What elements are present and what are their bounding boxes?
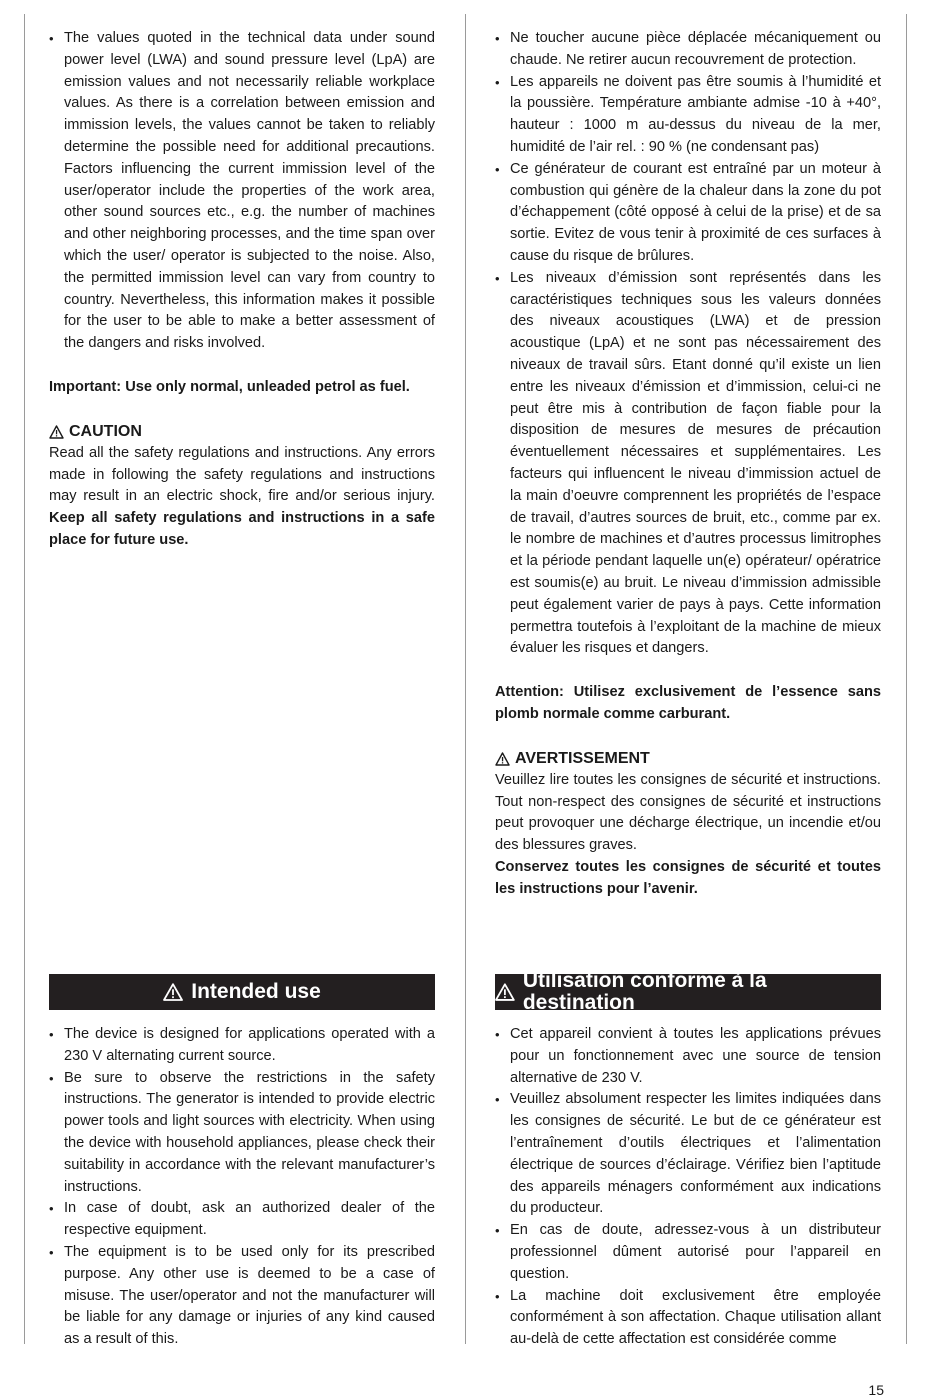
- left-margin-rule: [24, 14, 25, 1344]
- utilisation-list: [495, 1024, 881, 1351]
- list-item: • Be sure to observe the restrictions in the safety instructions. The generator is intended to provide electric power tools and light sources with electricity. When using the device with household appliances, please check their suitability in accordance with the relevant manufacturer’s instructions.: [49, 1068, 435, 1199]
- french-intended-use: [495, 969, 881, 1351]
- right-margin-rule: [906, 14, 907, 1344]
- list-item: • La machine doit exclusivement être employée conformément à son affectation. Chaque utilisation allant au-delà de cette affectation est considérée comme: [495, 1286, 881, 1351]
- center-column-rule: [465, 14, 466, 1344]
- section-title: Utilisation conforme à la destination: [522, 969, 767, 1014]
- list-item: • En cas de doute, adressez-vous à un distributeur professionnel dûment autorisé pour l’appareil en question.: [495, 1220, 881, 1285]
- list-item: • In case of doubt, ask an authorized dealer of the respective equipment.: [49, 1198, 435, 1242]
- english-column: [49, 28, 435, 552]
- caution-bold-text: Conservez toutes les consignes de sécurité et toutes les instructions pour l’avenir.: [495, 858, 881, 897]
- list-item: • Veuillez absolument respecter les limites indiquées dans les consignes de sécurité. Le but de ce générateur est l’entraînement d’outils électriques et l’alimentation électrique de sources d’éclairage. Vérifiez bien l’aptitude des appareils ménagers conformément aux indications du producteur.: [495, 1089, 881, 1220]
- list-item: • Les appareils ne doivent pas être soumis à l’humidité et la poussière. Température ambiante admise -10 à +40°, hauteur : 1000 m au-dessus du niveau de la mer, humidité de l’air rel. : 90 % (ne condensant pas): [495, 72, 881, 159]
- caution-bold-text: Keep all safety regulations and instructions in a safe place for future use.: [49, 510, 435, 548]
- section-header-intended-use: [49, 974, 435, 1010]
- avertissement-heading: [495, 748, 881, 770]
- caution-paragraph: [49, 443, 435, 552]
- caution-text: Veuillez lire toutes les consignes de sécurité et instructions. Tout non-respect des consignes de sécurité et instructions peut provoquer une décharge électrique, un incendie et/ou des blessures graves.: [495, 771, 881, 854]
- emission-bullet-list: [49, 28, 435, 355]
- warning-triangle-icon: [495, 983, 515, 1001]
- caution-text: Read all the safety regulations and instructions. Any errors made in following the safety regulations and instructions may result in an electric shock, fire and/or serious injury.: [49, 444, 435, 505]
- list-item: • The values quoted in the technical data under sound power level (LWA) and sound pressure level (LpA) are emission values and not necessarily reliable workplace values. As there is a correlation between emission and immission levels, the values cannot be taken to reliably determine the possible need for additional precautions. Factors influencing the current immission level of the user/operator include the properties of the work area, other sound sources etc., e.g. the number of machines and other neighboring processes, and the time span over which the user/ operator is subjected to the noise. Also, the permitted immission level can vary from country to country. Nevertheless, this information makes it possible for the user to be able to make a better assessment of the dangers and risks involved.: [49, 28, 435, 355]
- list-item: • The device is designed for applications operated with a 230 V alternating current source.: [49, 1024, 435, 1068]
- list-item: • Les niveaux d’émission sont représentés dans les caractéristiques techniques sous les valeurs données des niveaux acoustiques (LWA) et de pression acoustique (LpA) et ne sont pas nécessairement des niveaux de travail sûrs. Etant donné qu’il existe un lien entre les niveaux d’émission et d’immission, celui-ci ne peut être mis à contribution de façon fiable pour la disposition de mesures de mesures de précaution éventuellement nécessaires et supplémentaires. Les facteurs qui influencent le niveau d’immission actuel de la main d’oeuvre comprennent les propriétés de l’espace de travail, d’autres sources de bruit, etc., comme par ex. le nombre de machines et d’autres processus limitrophes et la période pendant laquelle un(e) opérateur/ opératrice est soumis(e) au bruit. Le niveau d’immission admissible peut également varier de pays à pays. Cette information permettra toutefois à l’exploitant de la machine de mieux évaluer les risques et dangers.: [495, 268, 881, 660]
- section-title: Intended use: [191, 980, 321, 1004]
- french-column: [495, 28, 881, 900]
- caution-title: AVERTISSEMENT: [515, 749, 650, 767]
- warning-triangle-icon: [163, 983, 183, 1001]
- list-item: • Ne toucher aucune pièce déplacée mécaniquement ou chaude. Ne retirer aucun recouvrement de protection.: [495, 28, 881, 72]
- warning-triangle-icon: [49, 425, 64, 439]
- list-item: • Cet appareil convient à toutes les applications prévues pour un fonctionnement avec une source de tension alternative de 230 V.: [495, 1024, 881, 1089]
- english-intended-use: [49, 974, 435, 1351]
- caution-title: CAUTION: [69, 422, 142, 440]
- fuel-important-note: Important: Use only normal, unleaded petrol as fuel.: [49, 378, 410, 395]
- intended-use-list: [49, 1024, 435, 1351]
- securite-bullet-list: [495, 28, 881, 660]
- fuel-important-note: Attention: Utilisez exclusivement de l’essence sans plomb normale comme carburant.: [495, 684, 881, 722]
- section-header-utilisation: [495, 969, 881, 1014]
- page-number: 15: [868, 1382, 884, 1397]
- caution-heading: [49, 421, 435, 443]
- list-item: • The equipment is to be used only for its prescribed purpose. Any other use is deemed to be a case of misuse. The user/operator and not the manufacturer will be liable for any damage or injuries of any kind caused as a result of this.: [49, 1242, 435, 1351]
- warning-triangle-icon: [495, 752, 510, 766]
- list-item: • Ce générateur de courant est entraîné par un moteur à combustion qui génère de la chaleur dans la zone du pot d’échappement (côté opposé à celui de la prise) et de sa sortie. Evitez de vous tenir à proximité de ces surfaces à cause du risque de brûlures.: [495, 159, 881, 268]
